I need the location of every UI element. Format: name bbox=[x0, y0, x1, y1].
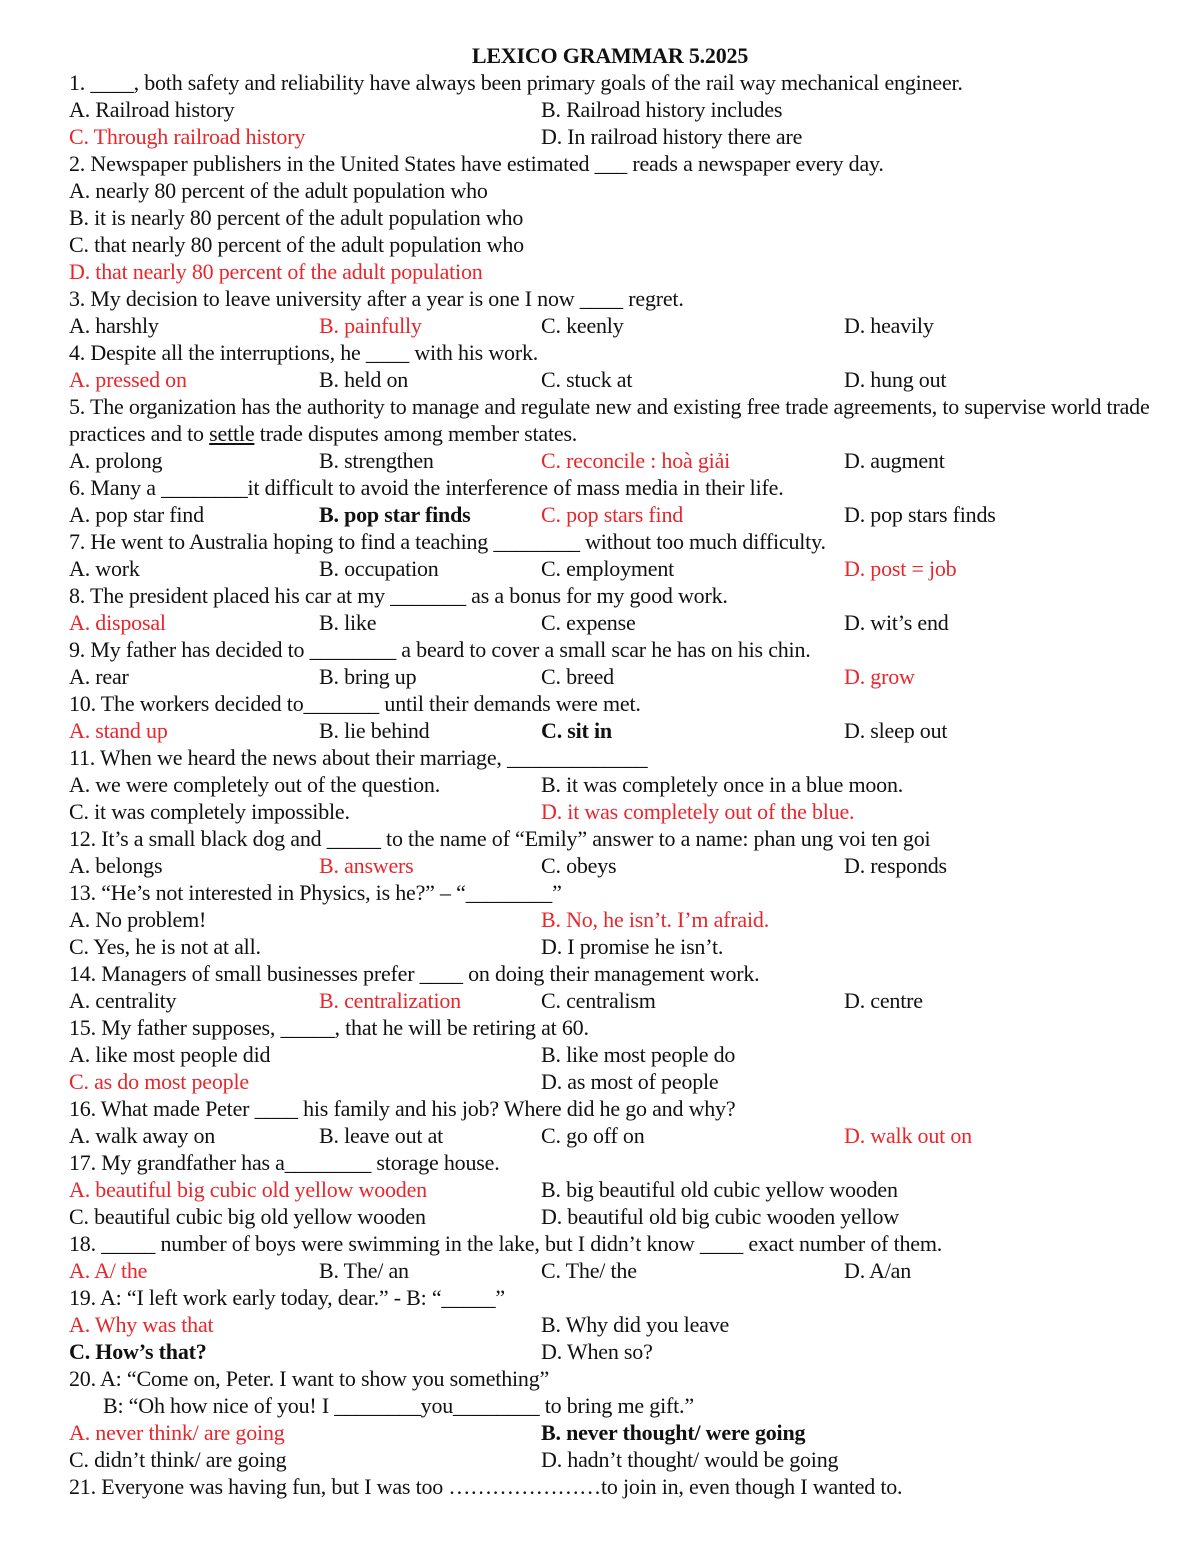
question-18-stem: 18. _____ number of boys were swimming in the lake, but I didn’t know ____ exact number of them. bbox=[69, 1231, 943, 1256]
question-18-option-a: A. A/ the bbox=[69, 1258, 148, 1283]
question-1-option-d: D. In railroad history there are bbox=[541, 124, 803, 149]
question-7-option-b: B. occupation bbox=[319, 556, 439, 581]
question-18-option-d: D. A/an bbox=[844, 1258, 912, 1283]
question-3-option-c: C. keenly bbox=[541, 313, 624, 338]
question-17-stem: 17. My grandfather has a________ storage house. bbox=[69, 1150, 500, 1175]
question-4-option-a: A. pressed on bbox=[69, 367, 187, 392]
question-19-option-d: D. When so? bbox=[541, 1339, 653, 1364]
question-10-options bbox=[69, 717, 1169, 744]
question-9-stem: 9. My father has decided to ________ a beard to cover a small scar he has on his chin. bbox=[69, 637, 811, 662]
question-1-option-b: B. Railroad history includes bbox=[541, 97, 783, 122]
question-3-stem: 3. My decision to leave university after a year is one I now ____ regret. bbox=[69, 286, 684, 311]
question-1-option-c: C. Through railroad history bbox=[69, 124, 306, 149]
question-9-option-b: B. bring up bbox=[319, 664, 417, 689]
question-4-stem: 4. Despite all the interruptions, he ____ with his work. bbox=[69, 340, 539, 365]
page-title: LEXICO GRAMMAR 5.2025 bbox=[471, 43, 749, 68]
question-1-stem: 1. ____, both safety and reliability have always been primary goals of the rail way mechanical engineer. bbox=[69, 70, 963, 95]
question-20-option-c: C. didn’t think/ are going bbox=[69, 1447, 287, 1472]
question-4-option-c: C. stuck at bbox=[541, 367, 633, 392]
question-9-options bbox=[69, 663, 1169, 690]
question-20-option-d: D. hadn’t thought/ would be going bbox=[541, 1447, 839, 1472]
question-14-option-c: C. centralism bbox=[541, 988, 656, 1013]
question-8-option-c: C. expense bbox=[541, 610, 636, 635]
question-14-option-a: A. centrality bbox=[69, 988, 177, 1013]
question-9-option-d: D. grow bbox=[844, 664, 915, 689]
question-21-stem: 21. Everyone was having fun, but I was too …………………to join in, even though I wanted to. bbox=[69, 1474, 903, 1499]
question-3-options bbox=[69, 312, 1169, 339]
question-11-option-c: C. it was completely impossible. bbox=[69, 799, 350, 824]
question-13-option-b: B. No, he isn’t. I’m afraid. bbox=[541, 907, 769, 932]
question-15-option-a: A. like most people did bbox=[69, 1042, 271, 1067]
question-5-stem bbox=[69, 393, 1154, 447]
question-13-option-a: A. No problem! bbox=[69, 907, 207, 932]
question-12-option-d: D. responds bbox=[844, 853, 947, 878]
question-14-option-b: B. centralization bbox=[319, 988, 461, 1013]
question-19-option-a: A. Why was that bbox=[69, 1312, 214, 1337]
question-20-option-b: B. never thought/ were going bbox=[541, 1420, 806, 1445]
question-13-option-d: D. I promise he isn’t. bbox=[541, 934, 724, 959]
question-5-stem-after: trade disputes among member states. bbox=[254, 421, 578, 446]
question-4-option-d: D. hung out bbox=[844, 367, 947, 392]
question-11-option-a: A. we were completely out of the question. bbox=[69, 772, 440, 797]
question-16-stem: 16. What made Peter ____ his family and his job? Where did he go and why? bbox=[69, 1096, 736, 1121]
question-14-option-d: D. centre bbox=[844, 988, 923, 1013]
question-18-options bbox=[69, 1257, 1169, 1284]
question-17-option-b: B. big beautiful old cubic yellow wooden bbox=[541, 1177, 898, 1202]
question-12-stem: 12. It’s a small black dog and _____ to the name of “Emily” answer to a name: phan ung voi ten goi bbox=[69, 826, 931, 851]
question-5-stem-before: 5. The organization has the authority to manage and regulate new and existing free trade agreements, to supervise world trade practices and to bbox=[69, 394, 1150, 446]
question-16-options bbox=[69, 1122, 1169, 1149]
question-16-option-a: A. walk away on bbox=[69, 1123, 216, 1148]
question-19-option-b: B. Why did you leave bbox=[541, 1312, 730, 1337]
question-5-option-a: A. prolong bbox=[69, 448, 163, 473]
question-5-option-b: B. strengthen bbox=[319, 448, 434, 473]
question-16-option-b: B. leave out at bbox=[319, 1123, 444, 1148]
question-1-options-row-1 bbox=[69, 96, 1169, 123]
question-11-stem: 11. When we heard the news about their marriage, _____________ bbox=[69, 745, 648, 770]
question-15-options-row-1 bbox=[69, 1041, 1169, 1068]
question-17-options-row-1 bbox=[69, 1176, 1169, 1203]
question-11-option-b: B. it was completely once in a blue moon. bbox=[541, 772, 904, 797]
question-5-underlined-word: settle bbox=[209, 421, 255, 446]
question-6-options bbox=[69, 501, 1169, 528]
question-6-option-d: D. pop stars finds bbox=[844, 502, 996, 527]
question-2-option-b: B. it is nearly 80 percent of the adult population who bbox=[69, 205, 524, 230]
question-2-option-a: A. nearly 80 percent of the adult population who bbox=[69, 178, 488, 203]
question-18-option-b: B. The/ an bbox=[319, 1258, 409, 1283]
question-6-option-c: C. pop stars find bbox=[541, 502, 684, 527]
question-10-option-c: C. sit in bbox=[541, 718, 612, 743]
question-11-option-d: D. it was completely out of the blue. bbox=[541, 799, 855, 824]
question-19-stem: 19. A: “I left work early today, dear.” - B: “_____” bbox=[69, 1285, 505, 1310]
question-1-option-a: A. Railroad history bbox=[69, 97, 235, 122]
question-12-options bbox=[69, 852, 1169, 879]
question-20-stem: 20. A: “Come on, Peter. I want to show you something” bbox=[69, 1366, 550, 1391]
question-6-option-b: B. pop star finds bbox=[319, 502, 471, 527]
question-7-option-d: D. post = job bbox=[844, 556, 957, 581]
question-1-options-row-2 bbox=[69, 123, 1169, 150]
question-10-stem: 10. The workers decided to_______ until their demands were met. bbox=[69, 691, 641, 716]
question-17-options-row-2 bbox=[69, 1203, 1169, 1230]
question-8-options bbox=[69, 609, 1169, 636]
question-18-option-c: C. The/ the bbox=[541, 1258, 637, 1283]
question-7-options bbox=[69, 555, 1169, 582]
question-13-options-row-2 bbox=[69, 933, 1169, 960]
question-8-option-b: B. like bbox=[319, 610, 377, 635]
question-2-stem: 2. Newspaper publishers in the United States have estimated ___ reads a newspaper every day. bbox=[69, 151, 884, 176]
question-11-options-row-1 bbox=[69, 771, 1169, 798]
question-20-options-row-2 bbox=[69, 1446, 1169, 1473]
question-15-stem: 15. My father supposes, _____, that he will be retiring at 60. bbox=[69, 1015, 589, 1040]
question-13-stem: 13. “He’s not interested in Physics, is he?” – “________” bbox=[69, 880, 562, 905]
question-15-option-d: D. as most of people bbox=[541, 1069, 719, 1094]
question-15-options-row-2 bbox=[69, 1068, 1169, 1095]
question-14-options bbox=[69, 987, 1169, 1014]
question-8-option-d: D. wit’s end bbox=[844, 610, 949, 635]
question-19-options-row-1 bbox=[69, 1311, 1169, 1338]
question-15-option-b: B. like most people do bbox=[541, 1042, 736, 1067]
question-10-option-a: A. stand up bbox=[69, 718, 168, 743]
question-17-option-c: C. beautiful cubic big old yellow wooden bbox=[69, 1204, 426, 1229]
question-11-options-row-2 bbox=[69, 798, 1169, 825]
question-14-stem: 14. Managers of small businesses prefer ____ on doing their management work. bbox=[69, 961, 760, 986]
question-20-option-a: A. never think/ are going bbox=[69, 1420, 285, 1445]
question-9-option-c: C. breed bbox=[541, 664, 614, 689]
question-16-option-c: C. go off on bbox=[541, 1123, 645, 1148]
question-10-option-d: D. sleep out bbox=[844, 718, 948, 743]
question-20-options-row-1 bbox=[69, 1419, 1169, 1446]
question-12-option-a: A. belongs bbox=[69, 853, 163, 878]
question-3-option-d: D. heavily bbox=[844, 313, 934, 338]
question-4-options bbox=[69, 366, 1169, 393]
question-13-options-row-1 bbox=[69, 906, 1169, 933]
question-7-stem: 7. He went to Australia hoping to find a teaching ________ without too much difficulty. bbox=[69, 529, 826, 554]
question-list bbox=[69, 69, 1169, 1500]
question-15-option-c: C. as do most people bbox=[69, 1069, 249, 1094]
question-4-option-b: B. held on bbox=[319, 367, 409, 392]
question-3-option-a: A. harshly bbox=[69, 313, 159, 338]
question-16-option-d: D. walk out on bbox=[844, 1123, 972, 1148]
question-7-option-c: C. employment bbox=[541, 556, 675, 581]
question-12-option-b: B. answers bbox=[319, 853, 414, 878]
question-20-stem-reply: B: “Oh how nice of you! I ________you________ to bring me gift.” bbox=[103, 1393, 694, 1418]
question-5-options bbox=[69, 447, 1169, 474]
question-19-options-row-2 bbox=[69, 1338, 1169, 1365]
question-19-option-c: C. How’s that? bbox=[69, 1339, 207, 1364]
question-6-option-a: A. pop star find bbox=[69, 502, 204, 527]
question-2-option-d: D. that nearly 80 percent of the adult population bbox=[69, 259, 483, 284]
question-17-option-a: A. beautiful big cubic old yellow wooden bbox=[69, 1177, 427, 1202]
question-5-option-d: D. augment bbox=[844, 448, 945, 473]
question-3-option-b: B. painfully bbox=[319, 313, 422, 338]
question-8-stem: 8. The president placed his car at my _______ as a bonus for my good work. bbox=[69, 583, 728, 608]
question-13-option-c: C. Yes, he is not at all. bbox=[69, 934, 261, 959]
question-9-option-a: A. rear bbox=[69, 664, 129, 689]
question-6-stem: 6. Many a ________it difficult to avoid the interference of mass media in their life. bbox=[69, 475, 784, 500]
question-12-option-c: C. obeys bbox=[541, 853, 617, 878]
question-10-option-b: B. lie behind bbox=[319, 718, 430, 743]
question-17-option-d: D. beautiful old big cubic wooden yellow bbox=[541, 1204, 899, 1229]
question-2-option-c: C. that nearly 80 percent of the adult population who bbox=[69, 232, 524, 257]
question-7-option-a: A. work bbox=[69, 556, 140, 581]
question-5-option-c: C. reconcile : hoà giải bbox=[541, 448, 731, 473]
question-8-option-a: A. disposal bbox=[69, 610, 166, 635]
